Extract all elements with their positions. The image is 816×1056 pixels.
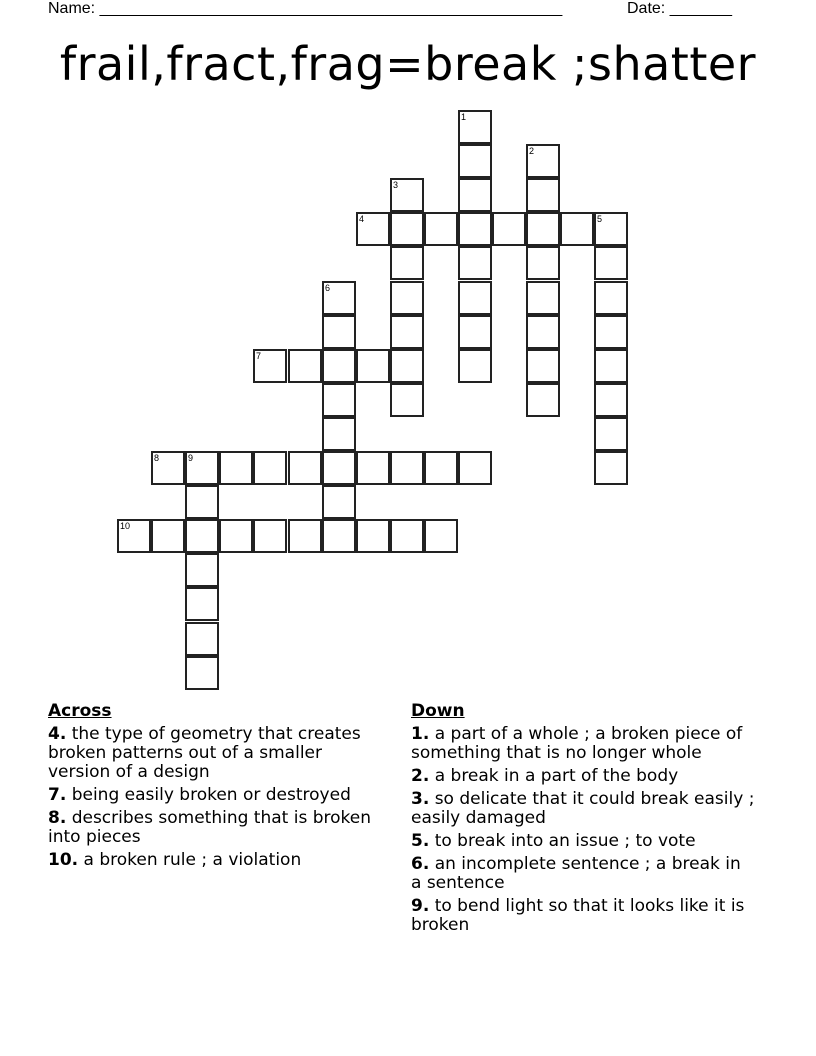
cell-number: 7 [256, 351, 262, 361]
grid-cell[interactable] [185, 485, 219, 519]
cell-number: 10 [120, 521, 131, 531]
clue-number: 9. [411, 896, 430, 916]
clue-number: 2. [411, 766, 430, 786]
grid-cell[interactable] [185, 622, 219, 656]
grid-cell[interactable] [390, 451, 424, 485]
grid-cell[interactable] [594, 281, 628, 315]
grid-cell[interactable] [253, 349, 287, 383]
grid-cell[interactable] [356, 349, 390, 383]
across-clue [48, 809, 388, 847]
down-clues [411, 702, 756, 939]
grid-cell[interactable] [322, 281, 356, 315]
cell-number: 4 [359, 214, 365, 224]
puzzle-title: frail,fract,frag=break ;shatter [59, 37, 757, 91]
grid-cell[interactable] [219, 451, 253, 485]
cell-number: 2 [529, 146, 535, 156]
grid-cell[interactable] [526, 349, 560, 383]
grid-cell[interactable] [594, 383, 628, 417]
grid-cell[interactable] [288, 519, 322, 553]
grid-cell[interactable] [356, 519, 390, 553]
date-field[interactable]: Date: _______ [627, 0, 732, 17]
grid-cell[interactable] [526, 315, 560, 349]
clue-text: describes something that is broken into pieces [48, 808, 371, 847]
across-clue [48, 851, 388, 870]
grid-cell[interactable] [322, 315, 356, 349]
grid-cell[interactable] [253, 519, 287, 553]
clue-text: a part of a whole ; a broken piece of something that is no longer whole [411, 724, 743, 763]
grid-cell[interactable] [458, 451, 492, 485]
grid-cell[interactable] [526, 212, 560, 246]
clue-text: a broken rule ; a violation [83, 850, 302, 870]
down-clue [411, 790, 756, 828]
grid-cell[interactable] [356, 212, 390, 246]
cell-number: 1 [461, 112, 467, 122]
grid-cell[interactable] [390, 349, 424, 383]
clue-number: 6. [411, 854, 430, 874]
grid-cell[interactable] [526, 281, 560, 315]
grid-cell[interactable] [560, 212, 594, 246]
down-clue [411, 897, 756, 935]
grid-cell[interactable] [390, 315, 424, 349]
across-clue [48, 725, 388, 782]
down-clue [411, 855, 756, 893]
grid-cell[interactable] [526, 178, 560, 212]
grid-cell[interactable] [151, 451, 185, 485]
clue-number: 1. [411, 724, 430, 744]
cell-number: 8 [154, 453, 160, 463]
grid-cell[interactable] [322, 519, 356, 553]
grid-cell[interactable] [185, 553, 219, 587]
clue-number: 3. [411, 789, 430, 809]
grid-cell[interactable] [594, 246, 628, 280]
grid-cell[interactable] [526, 383, 560, 417]
clue-number: 8. [48, 808, 67, 828]
clue-text: the type of geometry that creates broken patterns out of a smaller version of a design [48, 724, 361, 782]
clue-number: 10. [48, 850, 79, 870]
grid-cell[interactable] [390, 519, 424, 553]
grid-cell[interactable] [151, 519, 185, 553]
grid-cell[interactable] [185, 451, 219, 485]
grid-cell[interactable] [390, 178, 424, 212]
grid-cell[interactable] [288, 349, 322, 383]
clue-text: to bend light so that it looks like it is broken [411, 896, 745, 935]
grid-cell[interactable] [594, 349, 628, 383]
grid-cell[interactable] [390, 246, 424, 280]
grid-cell[interactable] [322, 417, 356, 451]
grid-cell[interactable] [322, 451, 356, 485]
grid-cell[interactable] [458, 178, 492, 212]
grid-cell[interactable] [185, 519, 219, 553]
grid-cell[interactable] [594, 315, 628, 349]
clue-text: to break into an issue ; to vote [434, 831, 696, 851]
grid-cell[interactable] [356, 451, 390, 485]
clue-text: so delicate that it could break easily ; easily damaged [411, 789, 755, 828]
grid-cell[interactable] [185, 587, 219, 621]
grid-cell[interactable] [322, 383, 356, 417]
grid-cell[interactable] [424, 212, 458, 246]
down-clue [411, 832, 756, 851]
cell-number: 5 [597, 214, 603, 224]
grid-cell[interactable] [185, 656, 219, 690]
grid-cell[interactable] [117, 519, 151, 553]
grid-cell[interactable] [492, 212, 526, 246]
grid-cell[interactable] [390, 383, 424, 417]
grid-cell[interactable] [458, 315, 492, 349]
grid-cell[interactable] [458, 144, 492, 178]
clue-text: an incomplete sentence ; a break in a sentence [411, 854, 741, 893]
grid-cell[interactable] [424, 451, 458, 485]
grid-cell[interactable] [458, 212, 492, 246]
cell-number: 6 [325, 283, 331, 293]
grid-cell[interactable] [526, 144, 560, 178]
grid-cell[interactable] [322, 485, 356, 519]
grid-cell[interactable] [322, 349, 356, 383]
clue-number: 7. [48, 785, 67, 805]
clue-number: 5. [411, 831, 430, 851]
grid-cell[interactable] [458, 110, 492, 144]
grid-cell[interactable] [458, 281, 492, 315]
grid-cell[interactable] [594, 212, 628, 246]
cell-number: 9 [188, 453, 194, 463]
down-heading: Down [411, 701, 465, 721]
clue-number: 4. [48, 724, 67, 744]
grid-cell[interactable] [288, 451, 322, 485]
grid-cell[interactable] [424, 519, 458, 553]
grid-cell[interactable] [458, 246, 492, 280]
grid-cell[interactable] [253, 451, 287, 485]
grid-cell[interactable] [526, 246, 560, 280]
cell-number: 3 [393, 180, 399, 190]
grid-cell[interactable] [458, 349, 492, 383]
name-field[interactable]: Name: ____________________________________________________ [48, 0, 563, 17]
grid-cell[interactable] [594, 417, 628, 451]
grid-cell[interactable] [594, 451, 628, 485]
grid-cell[interactable] [219, 519, 253, 553]
clue-text: being easily broken or destroyed [71, 785, 351, 805]
clue-text: a break in a part of the body [434, 766, 679, 786]
across-clues [48, 702, 388, 874]
grid-cell[interactable] [390, 212, 424, 246]
grid-cell[interactable] [390, 281, 424, 315]
across-clue [48, 786, 388, 805]
down-clue [411, 725, 756, 763]
down-clue [411, 767, 756, 786]
across-heading: Across [48, 701, 112, 721]
